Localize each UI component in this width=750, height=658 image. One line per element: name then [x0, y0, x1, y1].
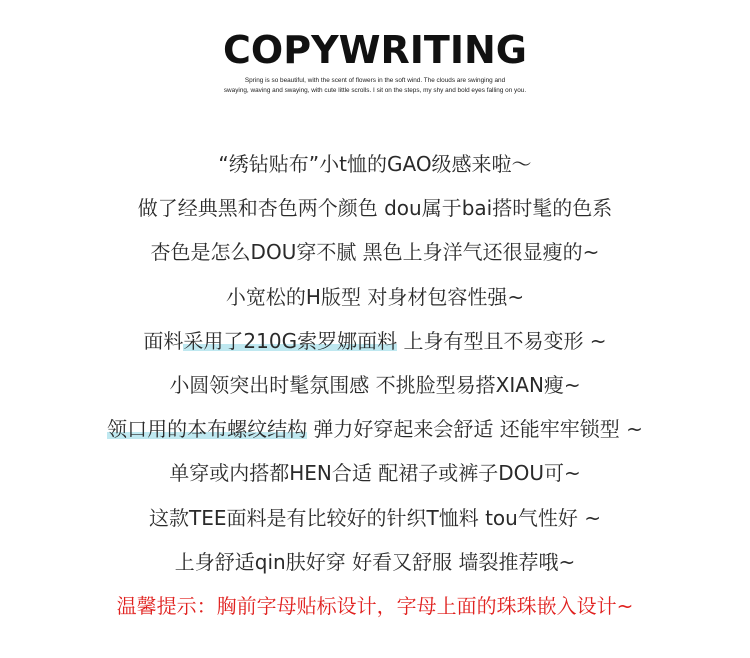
- copy-line-10: 上身舒适qin肤好穿 好看又舒服 墙裂推荐哦~: [174, 549, 576, 574]
- subtitle-line-2: swaying, waving and swaying, with cute little scrolls. I sit on the steps, my shy and bold eyes falling on you.: [223, 87, 527, 94]
- page-subtitle: [150, 76, 600, 96]
- copy-line-7-suffix: 弹力好穿起来会舒适 还能牢牢锁型 ~: [307, 417, 643, 442]
- subtitle-line-1: Spring is so beautiful, with the scent of flowers in the soft wind. The clouds are swinging and: [244, 77, 506, 84]
- copy-line-7: [0, 407, 750, 451]
- copy-line-1: “绣钻贴布”小t恤的GAO级感来啦～: [218, 152, 532, 176]
- copy-line-5-highlight: 采用了210G索罗娜面料: [183, 328, 398, 353]
- copy-line-4: 小宽松的H版型 对身材包容性强~: [225, 284, 525, 309]
- copy-line-6: 小圆领突出时髦氛围感 不挑脸型易搭XIAN瘦~: [169, 372, 581, 397]
- copy-line-3: 杏色是怎么DOU穿不腻 黑色上身洋气还很显瘦的~: [150, 240, 600, 265]
- copy-body: [0, 142, 750, 628]
- tip-line: 温馨提示：胸前字母贴标设计，字母上面的珠珠嵌入设计~: [116, 593, 634, 618]
- copy-line-5-prefix: 面料: [143, 328, 184, 353]
- copy-line-5-suffix: 上身有型且不易变形 ~: [397, 328, 607, 353]
- copy-line-9: 这款TEE面料是有比较好的针织T恤料 tou气性好 ~: [149, 505, 601, 530]
- copy-line-8: 单穿或内搭都HEN合适 配裙子或裤子DOU可~: [169, 461, 581, 486]
- page-title: COPYWRITING: [223, 28, 527, 72]
- copy-line-5: [0, 319, 750, 363]
- copy-line-2: 做了经典黑和杏色两个颜色 dou属于bai搭时髦的色系: [137, 196, 613, 221]
- copy-line-7-highlight: 领口用的本布螺纹结构: [107, 417, 308, 442]
